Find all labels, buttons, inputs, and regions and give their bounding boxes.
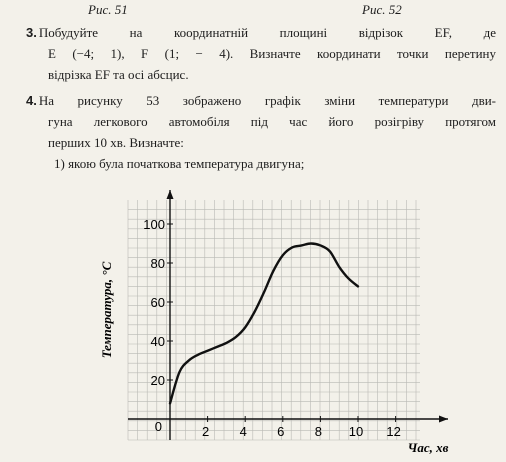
problem-4-line-3: перших 10 хв. Визначте:: [48, 135, 184, 150]
y-axis-arrow: [167, 190, 174, 199]
x-tick-label: 4: [239, 424, 247, 439]
y-axis-label: Температура, °С: [99, 261, 114, 359]
y-tick-label: 40: [150, 334, 165, 349]
problem-3-line-2: E (−4; 1), F (1; − 4). Визначте координати точки перетину: [48, 46, 496, 61]
y-tick-label: 60: [150, 295, 165, 310]
figure-caption-52: Рис. 52: [362, 2, 402, 17]
y-tick-label: 100: [143, 217, 165, 232]
problem-number: 4.: [26, 93, 37, 108]
x-tick-label: 8: [314, 424, 323, 439]
problem-3-line-3: відрізка EF та осі абсцис.: [48, 67, 189, 82]
x-axis-arrow: [439, 416, 448, 423]
x-tick-label: 2: [201, 424, 210, 439]
problem-4-line-2: гуна легкового автомобіля під час його розігріву протягом: [48, 114, 496, 129]
x-axis-label: Час, хв: [407, 440, 449, 455]
x-tick-label: 12: [386, 424, 401, 439]
y-tick-label: 80: [150, 256, 165, 271]
y-tick-label: 20: [150, 373, 165, 388]
x-tick-label: 10: [348, 424, 364, 439]
origin-label: 0: [154, 419, 162, 434]
problem-4-text: На рисунку 53 зображено графік зміни температури дви-: [38, 93, 496, 108]
question-1: 1) якою була початкова температура двигуна;: [54, 156, 305, 171]
x-tick-label: 6: [277, 424, 285, 439]
problem-3-text: Побудуйте на координатній площині відрізок EF, де: [38, 25, 496, 40]
figure-caption-51: Рис. 51: [88, 2, 128, 17]
problem-number: 3.: [26, 25, 37, 40]
